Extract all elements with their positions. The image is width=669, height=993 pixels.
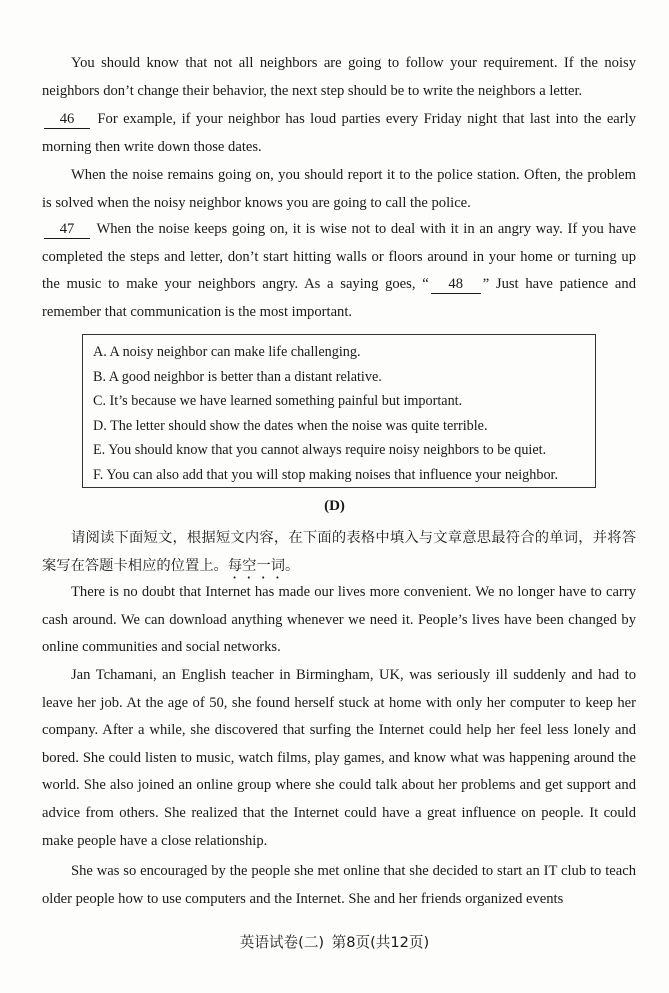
- option-d: D. The letter should show the dates when the noise was quite terrible.: [93, 417, 488, 434]
- blank-46: 46: [44, 111, 90, 129]
- section-title: (D): [324, 498, 345, 514]
- page-footer: [0, 931, 669, 952]
- paragraph-3: When the noise remains going on, you should report it to the police station. Often, the problem is solved when the noisy neighbor knows you are going to call the police.: [42, 167, 636, 211]
- blank-47: 47: [44, 221, 90, 239]
- paragraph-2: 46 For example, if your neighbor has loud parties every Friday night that last into the early morning then write down those dates.: [42, 111, 636, 155]
- paragraph-5: There is no doubt that Internet has made our lives more convenient. We no longer have to carry cash around. We can download anything whenever we need it. People’s lives have been changed by online communities and social networks.: [42, 584, 636, 656]
- instruction: 请阅读下面短文，根据短文内容，在下面的表格中填入与文章意思最符合的单词，并将答案写在答题卡相应的位置上。每空一词。: [42, 530, 636, 574]
- paragraph-1: You should know that not all neighbors are going to follow your requirement. If the noisy neighbors don’t change their behavior, the next step should be to write the neighbors a letter.: [42, 55, 636, 99]
- footer-page-number: 第8页(共12页): [331, 934, 430, 951]
- blank-48: 48: [431, 276, 481, 294]
- paragraph-4: 47 When the noise keeps going on, it is wise not to deal with it in an angry way. If you have completed the steps and letter, don’t start hitting walls or floors around in your home or turning up the music to make your neighbors angry. As a saying goes, “ 48 ” Just have patience and remember that communication is the most important.: [42, 221, 637, 320]
- option-f: F. You can also add that you will stop making noises that influence your neighbor.: [93, 466, 559, 483]
- option-b: B. A good neighbor is better than a distant relative.: [93, 368, 382, 385]
- paragraph-6: Jan Tchamani, an English teacher in Birmingham, UK, was seriously ill suddenly and had to leave her job. At the age of 50, she found herself stuck at home with only her computer to keep her company. After a while, she discovered that surfing the Internet could help her feel less lonely and bored. She could listen to music, watch films, play games, and know what was happening around the world. She also joined an online group where she could talk about her problems and get support and advice from others. She realized that the Internet could have a great influence on people. It could make people have a close relationship.: [42, 667, 636, 849]
- option-c: C. It’s because we have learned something painful but important.: [93, 393, 463, 409]
- option-e: E. You should know that you cannot always require noisy neighbors to be quiet.: [93, 442, 547, 458]
- paragraph-7: She was so encouraged by the people she met online that she decided to start an IT club to teach older people how to use computers and the Internet. She and her friends organized events: [42, 863, 636, 907]
- options-box: [82, 334, 596, 488]
- instruction-emphasis: 每空一词: [227, 558, 286, 574]
- footer-label: 英语试卷(二): [239, 934, 325, 951]
- option-a: A. A noisy neighbor can make life challenging.: [93, 344, 361, 360]
